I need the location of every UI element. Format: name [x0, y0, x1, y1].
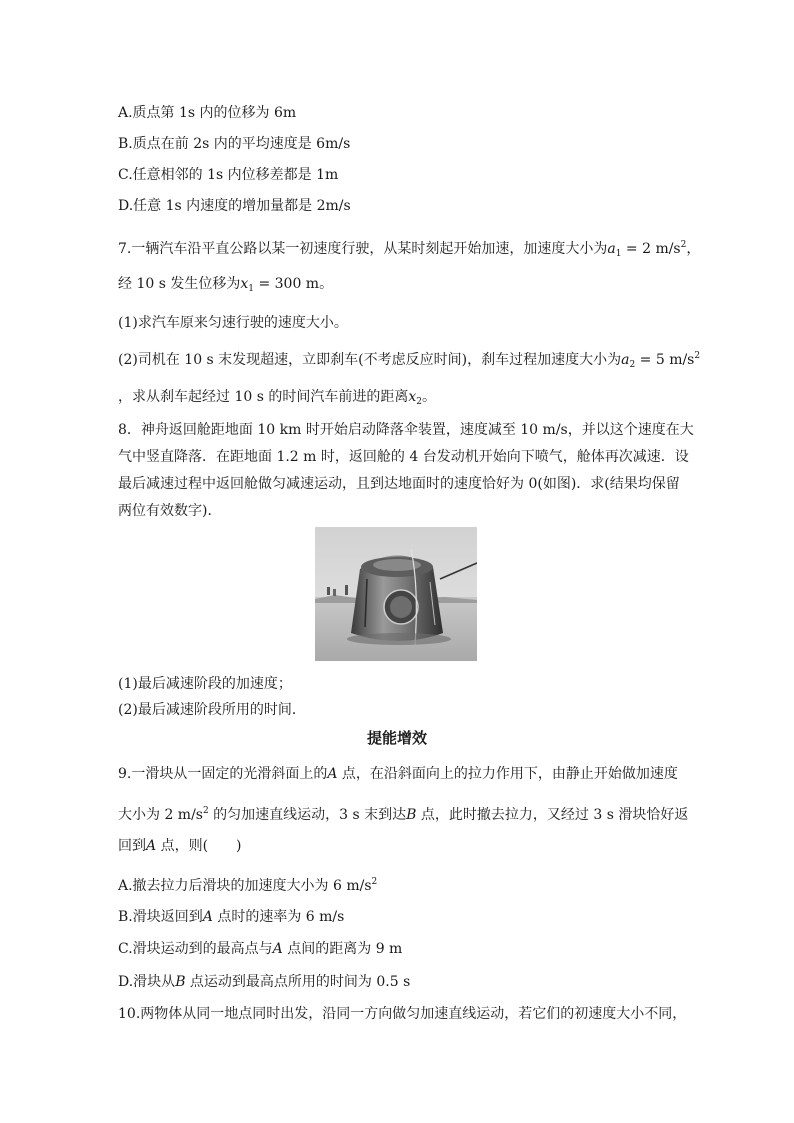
q7-line2-text: 经 10 s 发生位移为: [118, 276, 241, 292]
q9-line2-post: 点，此时撤去拉力，又经过 3 s 滑块恰好返: [416, 807, 689, 823]
q9-point-a-2: A: [146, 838, 157, 854]
q10-line1: 10.两物体从同一地点同时出发，沿同一方向做匀加速直线运动，若它们的初速度大小不同，: [118, 1006, 687, 1022]
q9-line2-exp: 2: [202, 806, 209, 816]
q6-option-a: A.质点第 1s 内的位移为 6m: [118, 105, 297, 121]
q7-line1: [118, 235, 700, 264]
q9-line1-post: 点，在沿斜面向上的拉力作用下，由静止开始做加速度: [337, 766, 678, 782]
q9-line1-text: 9.一滑块从一固定的光滑斜面上的: [118, 766, 328, 782]
q7-a2-val: = 5 m/s: [635, 352, 695, 368]
section-title: 提能增效: [366, 729, 427, 747]
q7-part2-line2-text: ，求从刹车起经过 10 s 的时间汽车前进的距离: [118, 389, 409, 405]
q6-option-b: B.质点在前 2s 内的平均速度是 6m/s: [118, 136, 351, 152]
q9-line2: [118, 801, 688, 825]
q7-part2-line2: [118, 387, 436, 412]
q7-part2-line2-post: 。: [422, 389, 436, 405]
q7-line1-post: ，: [686, 241, 701, 257]
q7-x1-sub: 1: [248, 284, 254, 294]
q9-option-b: [118, 907, 344, 927]
q8-line4: 两位有效数字)．: [118, 503, 222, 519]
q9-point-b: B: [406, 807, 417, 823]
q6-option-c: C.任意相邻的 1s 内位移差都是 1m: [118, 167, 339, 183]
q7-x2-sub: 2: [416, 397, 422, 407]
q9-option-d: [118, 972, 410, 992]
q7-line1-text: 7.一辆汽车沿平直公路以某一初速度行驶，从某时刻起开始加速，加速度大小为: [118, 241, 608, 257]
q7-x2-var: x: [408, 389, 417, 405]
q8-line2: 气中竖直降落．在距地面 1.2 m 时，返回舱的 4 台发动机开始向下喷气，舱体再次减速．设: [118, 449, 689, 465]
q9-option-c-post: 点间的距离为 9 m: [282, 941, 403, 957]
q7-a1-sub: 1: [615, 249, 622, 259]
q9-line1: [118, 764, 678, 784]
q9-option-d-text: D.滑块从: [118, 974, 176, 990]
q9-point-a: A: [327, 766, 338, 782]
q9-option-b-text: B.滑块返回到: [118, 909, 203, 925]
q9-line2-text: 大小为 2 m/s: [118, 807, 203, 823]
q9-option-b-point: A: [202, 909, 213, 925]
q8-line1: 8．神舟返回舱距地面 10 km 时开始启动降落伞装置，速度减至 10 m/s，并以这个速度在大: [118, 422, 694, 438]
q7-line2: [118, 274, 333, 299]
q9-option-b-post: 点时的速率为 6 m/s: [212, 909, 345, 925]
q7-a1-val: = 2 m/s: [621, 241, 681, 257]
q9-option-a-text: A.撤去拉力后滑块的加速度大小为 6 m/s: [118, 878, 372, 894]
q9-line3: [118, 836, 242, 856]
q7-part1: (1)求汽车原来匀速行驶的速度大小。: [118, 315, 348, 331]
q7-a2-exp: 2: [694, 351, 701, 361]
q8-line3: 最后减速过程中返回舱做匀减速运动，且到达地面时的速度恰好为 0(如图)．求(结果均保留: [118, 476, 680, 492]
q7-line2-post: 。: [319, 276, 334, 292]
q9-line3-post: 点，则( ): [156, 838, 242, 854]
return-capsule-photo: [315, 527, 477, 661]
q9-line2-mid: 的匀加速直线运动，3 s 末到达: [208, 807, 407, 823]
q6-option-d: D.任意 1s 内速度的增加量都是 2m/s: [118, 198, 351, 214]
q9-line3-text: 回到: [118, 838, 146, 854]
q9-option-a-exp: 2: [371, 877, 378, 887]
q9-option-a: [118, 872, 377, 896]
q7-a1-exp: 2: [680, 240, 687, 250]
q8-part2: (2)最后减速阶段所用的时间．: [118, 702, 306, 718]
q9-option-c-text: C.滑块运动到的最高点与: [118, 941, 273, 957]
q7-part2-line1: [118, 346, 700, 375]
q9-option-d-point: B: [175, 974, 186, 990]
q7-a2-sub: 2: [629, 360, 636, 370]
q9-option-d-post: 点运动到最高点所用的时间为 0.5 s: [185, 974, 411, 990]
q9-option-c: [118, 939, 402, 959]
q7-a1-var: a: [607, 241, 616, 257]
q9-option-c-point: A: [272, 941, 283, 957]
q8-part1: (1)最后减速阶段的加速度；: [118, 676, 292, 692]
q7-part2-text: (2)司机在 10 s 末发现超速，立即刹车(不考虑反应时间)，刹车过程加速度大小为: [118, 352, 622, 368]
q7-x1-val: = 300 m: [254, 276, 320, 292]
q7-x1-var: x: [240, 276, 249, 292]
q7-a2-var: a: [621, 352, 630, 368]
